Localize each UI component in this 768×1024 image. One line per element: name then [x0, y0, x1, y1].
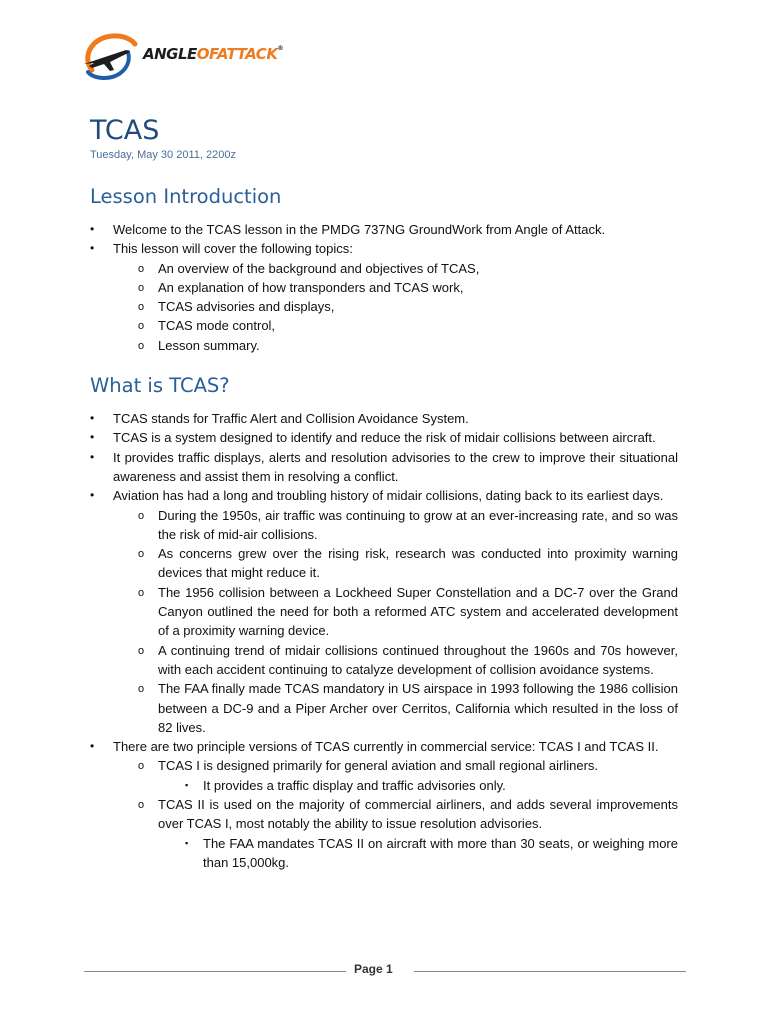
page-date: Tuesday, May 30 2011, 2200z [90, 149, 236, 161]
registered-mark: ® [277, 45, 283, 52]
intro-list [90, 220, 678, 355]
history-item: o A continuing trend of midair collisions continued throughout the 1960s and 70s however, with each accident continuing to catalyze development of collision avoidance systems. [90, 641, 678, 680]
topic-item: o Lesson summary. [90, 336, 678, 355]
airplane-swoosh-logo-icon [80, 30, 140, 84]
list-item: • Welcome to the TCAS lesson in the PMDG 737NG GroundWork from Angle of Attack. [90, 220, 678, 239]
topic-item: o TCAS advisories and displays, [90, 297, 678, 316]
page-title: TCAS [90, 115, 160, 146]
history-item: o As concerns grew over the rising risk, research was conducted into proximity warning devices that might reduce it. [90, 544, 678, 583]
section-heading-intro: Lesson Introduction [90, 185, 282, 208]
tcas-detail-item: ▪ The FAA mandates TCAS II on aircraft with more than 30 seats, or weighing more than 15,000kg. [90, 834, 678, 873]
list-item: • Aviation has had a long and troubling history of midair collisions, dating back to its earliest days. [90, 486, 678, 505]
page-number: Page 1 [354, 962, 393, 976]
tcas-detail-item: ▪ It provides a traffic display and traffic advisories only. [90, 776, 678, 795]
topic-item: o TCAS mode control, [90, 316, 678, 335]
history-item: o The 1956 collision between a Lockheed Super Constellation and a DC-7 over the Grand Canyon outlined the need for both a reformed ATC system and accelerated development of a proximity warning device. [90, 583, 678, 641]
tcas-version-item: o TCAS II is used on the majority of commercial airliners, and adds several improvements over TCAS I, most notably the ability to issue resolution advisories. [90, 795, 678, 834]
list-item: • TCAS stands for Traffic Alert and Collision Avoidance System. [90, 409, 678, 428]
topic-item: o An overview of the background and objectives of TCAS, [90, 259, 678, 278]
tcas-version-item: o TCAS I is designed primarily for general aviation and small regional airliners. [90, 756, 678, 775]
logo-word-ofattack: OFATTACK [196, 45, 278, 63]
angle-of-attack-logo [80, 30, 320, 84]
section-heading-what-is-tcas: What is TCAS? [90, 374, 230, 398]
list-item: • There are two principle versions of TCAS currently in commercial service: TCAS I and TCAS II. [90, 737, 678, 756]
list-item: • This lesson will cover the following topics: [90, 239, 678, 258]
logo-word-angle: ANGLE [143, 45, 197, 63]
list-item: • It provides traffic displays, alerts and resolution advisories to the crew to improve their situational awareness and assist them in resolving a conflict. [90, 448, 678, 487]
footer-divider-left [84, 971, 346, 972]
list-item: • TCAS is a system designed to identify and reduce the risk of midair collisions between aircraft. [90, 428, 678, 447]
document-body [90, 114, 678, 872]
topic-item: o An explanation of how transponders and TCAS work, [90, 278, 678, 297]
history-item: o During the 1950s, air traffic was continuing to grow at an ever-increasing rate, and so was the risk of mid-air collisions. [90, 506, 678, 545]
history-item: o The FAA finally made TCAS mandatory in US airspace in 1993 following the 1986 collision between a DC-9 and a Piper Archer over Cerritos, California which resulted in the loss of 82 lives. [90, 679, 678, 737]
footer-divider-right [414, 971, 686, 972]
what-list [90, 409, 678, 872]
page-footer [84, 962, 686, 980]
logo-wordmark [143, 45, 283, 63]
